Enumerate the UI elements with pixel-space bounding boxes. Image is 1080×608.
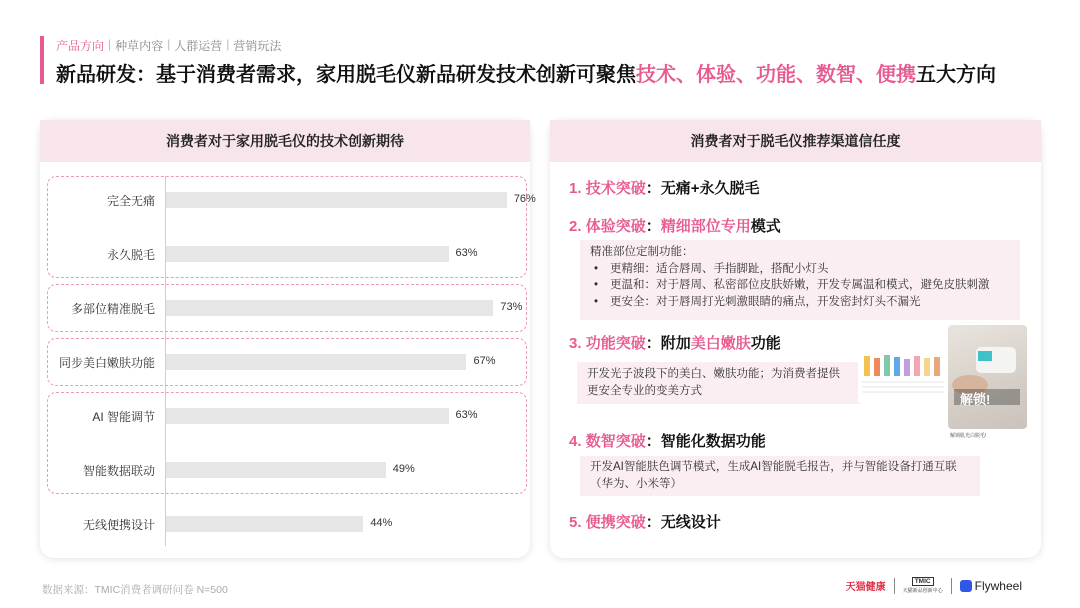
flywheel-logo-icon (960, 580, 972, 592)
page-title (56, 58, 996, 87)
direction-item-portable (569, 511, 721, 532)
chart-category-label: 多部位精准脱毛 (70, 302, 155, 316)
channel-trust-panel (550, 120, 1041, 558)
chart-bar-value-label: 44% (370, 517, 393, 529)
chart-bar (166, 354, 466, 370)
spectrum-chart-thumbnail (858, 352, 948, 402)
direction-item-function (569, 332, 781, 353)
smart-detail-box (580, 456, 980, 496)
data-source-note: 数据来源：TMIC消费者调研问卷 N=500 (42, 584, 228, 596)
chart-bar-value-label: 73% (500, 301, 523, 313)
direction-item-number: 2. (569, 218, 586, 235)
direction-item-colon: ： (645, 433, 661, 450)
direction-item-colon: ： (645, 180, 661, 197)
function-detail-box (577, 362, 860, 404)
tmic-logo (903, 577, 943, 594)
chart-bar-value-label: 63% (455, 247, 478, 259)
direction-item-text: 智能化数据功能 (660, 433, 766, 450)
direction-item-key: 技术突破 (585, 180, 646, 197)
page-title-suffix: 五大方向 (916, 64, 996, 86)
tech-expectation-chart (40, 162, 536, 558)
chart-bar-value-label: 49% (392, 463, 415, 475)
direction-item-colon: ： (645, 218, 661, 235)
breadcrumb-item-product[interactable]: 产品方向 (56, 39, 105, 53)
accent-bar (40, 36, 44, 84)
direction-item-number: 5. (569, 514, 586, 531)
chart-bar (166, 516, 363, 532)
chart-bar-row (40, 460, 530, 480)
chart-bar (166, 300, 493, 316)
smart-detail-text: 开发AI智能肤色调节模式，生成AI智能脱毛报告，并与智能设备打通互联（华为、小米等） (590, 461, 957, 490)
direction-item-number: 3. (569, 335, 586, 352)
logo-divider (894, 578, 895, 594)
experience-detail-bullet: • 更安全：对于唇周打光刺激眼睛的痛点，开发密封灯头不漏光 (590, 294, 1010, 311)
direction-item-key: 数智突破 (585, 433, 646, 450)
direction-item-tech (569, 177, 759, 198)
flywheel-logo (960, 579, 1022, 593)
direction-item-colon: ： (645, 335, 661, 352)
experience-detail-bullet: • 更温和：对于唇周、私密部位皮肤娇嫩，开发专属温和模式，避免皮肤刺激 (590, 277, 1010, 294)
direction-item-key: 体验突破 (585, 218, 646, 235)
breadcrumb (56, 37, 281, 54)
direction-item-colon: ： (645, 514, 661, 531)
direction-item-number: 1. (569, 180, 586, 197)
direction-item-key: 功能突破 (585, 335, 646, 352)
chart-bar (166, 246, 449, 262)
experience-detail-bullet: • 更精细：适合唇周、手指脚趾，搭配小灯头 (590, 261, 1010, 278)
direction-item-number: 4. (569, 433, 586, 450)
chart-category-label: 永久脱毛 (106, 248, 155, 262)
chart-bar (166, 192, 507, 208)
direction-item-highlight: 精细部位专用 (660, 218, 751, 235)
direction-item-highlight: 美白嫩肤 (690, 335, 751, 352)
direction-item-key: 便携突破 (585, 514, 646, 531)
chart-bar (166, 408, 449, 424)
tech-expectation-panel (40, 120, 536, 558)
tmall-health-logo: 天猫健康 (845, 582, 886, 593)
chart-bar-row (40, 514, 530, 534)
chart-category-label: 智能数据联动 (82, 464, 155, 478)
direction-item-text-after: 功能 (750, 335, 781, 352)
tech-expectation-panel-title: 消费者对于家用脱毛仪的技术创新期待 (40, 120, 530, 162)
logo-divider (951, 578, 952, 594)
chart-category-label: AI 智能调节 (92, 410, 155, 424)
product-photo-caption: 解锁肌光白脱毛! (950, 433, 987, 439)
breadcrumb-separator: | (226, 37, 230, 51)
experience-detail-box (580, 240, 1020, 320)
channel-trust-panel-title: 消费者对于脱毛仪推荐渠道信任度 (550, 120, 1041, 162)
chart-bar-value-label: 67% (473, 355, 496, 367)
chart-category-label: 同步美白嫩肤功能 (58, 356, 155, 370)
chart-bar-row (40, 190, 536, 210)
direction-item-text: 无线设计 (660, 514, 721, 531)
function-detail-text: 开发光子波段下的美白、嫩肤功能；为消费者提供更安全专业的变美方式 (587, 368, 840, 397)
chart-bar-value-label: 63% (455, 409, 478, 421)
chart-bar (166, 462, 386, 478)
tmic-logo-subtitle: 天猫新品创新中心 (902, 588, 943, 594)
chart-bar-row (40, 406, 530, 426)
direction-item-smart (569, 430, 766, 451)
direction-item-text: 附加 (660, 335, 691, 352)
page-title-highlight: 技术、体验、功能、数智、便携 (636, 64, 916, 86)
experience-detail-heading: 精准部位定制功能： (590, 246, 694, 258)
direction-item-experience (569, 215, 781, 236)
breadcrumb-separator: | (108, 37, 112, 51)
chart-bar-row (40, 244, 530, 264)
breadcrumb-item-marketing[interactable]: 营销玩法 (233, 39, 282, 53)
footer-logos (846, 577, 1022, 594)
breadcrumb-separator: | (167, 37, 171, 51)
tmic-logo-mark: TMIC (912, 577, 934, 586)
product-photo-thumbnail (948, 325, 1027, 429)
direction-item-text: 无痛+永久脱毛 (660, 180, 760, 197)
chart-bar-row (40, 352, 530, 372)
product-photo-label: 解锁! (960, 392, 991, 407)
chart-category-label: 无线便携设计 (82, 518, 155, 532)
chart-bar-value-label: 76% (513, 193, 536, 205)
experience-detail-list (590, 261, 1010, 311)
direction-item-text-after: 模式 (750, 218, 781, 235)
chart-bar-row (40, 298, 530, 318)
breadcrumb-item-audience[interactable]: 人群运营 (174, 39, 223, 53)
chart-category-label: 完全无痛 (106, 194, 155, 208)
breadcrumb-item-content[interactable]: 种草内容 (115, 39, 164, 53)
page-title-prefix: 新品研发：基于消费者需求，家用脱毛仪新品研发技术创新可聚焦 (56, 64, 636, 86)
flywheel-logo-text: Flywheel (974, 578, 1022, 593)
